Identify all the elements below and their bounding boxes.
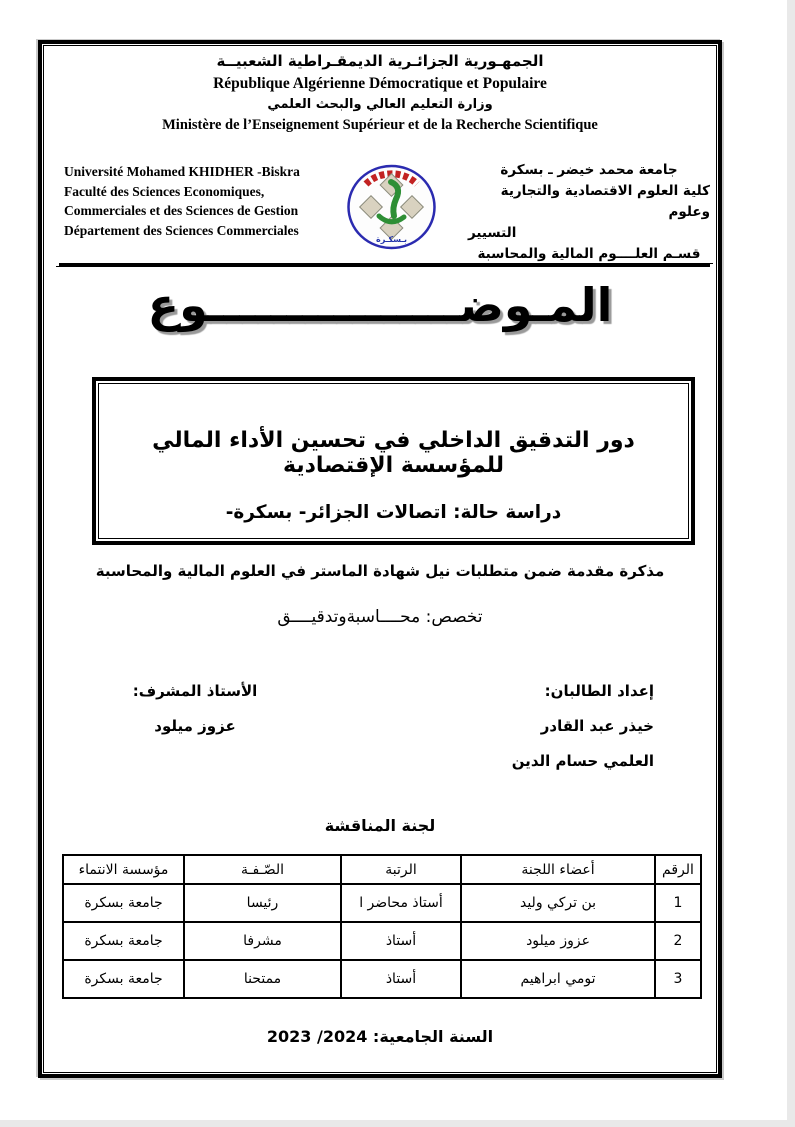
- student-name-2: العلمي حسام الدين: [511, 752, 654, 770]
- university-info-arabic: [468, 160, 710, 265]
- specialty-line: تخصص: محــــاسبةوتدقيــــق: [277, 607, 483, 627]
- faculty-name-arabic-1: كلية العلوم الاقتصادية والتجارية وعلوم: [500, 182, 710, 220]
- row1-institution: جامعة بسكرة: [63, 884, 184, 922]
- university-logo: [344, 162, 439, 252]
- committee-row-3: [63, 960, 701, 998]
- committee-heading: لجنة المناقشة: [324, 816, 436, 835]
- thesis-case-study-subtitle: دراسة حالة: اتصالات الجزائر- بسكرة-: [225, 502, 562, 523]
- ministry-name-french: Ministère de l’Enseignement Supérieur et de la Recherche Scientifique: [162, 117, 598, 133]
- row1-rank: أستاذ محاضر ا: [341, 884, 461, 922]
- column-header-number: الرقم: [655, 855, 701, 884]
- committee-header-row: [63, 855, 701, 884]
- column-header-institution: مؤسسة الانتماء: [63, 855, 184, 884]
- faculty-name-arabic-2: التسيير: [468, 224, 517, 241]
- row3-number: 3: [655, 960, 701, 998]
- faculty-name-french-1: Faculté des Sciences Economiques,: [64, 183, 265, 199]
- committee-table: [62, 854, 702, 999]
- republic-name-arabic: الجمهـورية الجزائـرية الديمقـراطية الشعبيــة: [216, 52, 544, 70]
- thesis-title-box: [92, 377, 695, 545]
- department-name-french: Département des Sciences Commerciales: [64, 222, 299, 238]
- row3-member-name: تومي ابراهيم: [461, 960, 655, 998]
- committee-row-2: [63, 922, 701, 960]
- row3-role: ممتحنا: [184, 960, 341, 998]
- republic-header: [42, 52, 718, 134]
- svg-text:بـسكـرة: بـسكـرة: [376, 235, 407, 244]
- university-name-arabic: جامعة محمد خيضر ـ بسكرة: [500, 162, 678, 178]
- students-label: إعداد الطالبان:: [544, 682, 654, 700]
- row1-member-name: بن تركي وليد: [461, 884, 655, 922]
- row3-institution: جامعة بسكرة: [63, 960, 184, 998]
- row2-role: مشرفا: [184, 922, 341, 960]
- supervisor-label: الأستاذ المشرف:: [132, 682, 258, 700]
- committee-row-1: [63, 884, 701, 922]
- row3-rank: أستاذ: [341, 960, 461, 998]
- column-header-rank: الرتبة: [341, 855, 461, 884]
- subject-divider-rule: [56, 263, 713, 267]
- department-name-arabic: قسـم العلــــوم المالية والمحاسبة: [477, 245, 701, 262]
- university-logo-icon: [344, 162, 439, 252]
- column-header-members: أعضاء اللجنة: [461, 855, 655, 884]
- row1-role: رئيسا: [184, 884, 341, 922]
- supervisor-block: [120, 682, 270, 752]
- student-name-1: خيذر عبد القادر: [540, 717, 654, 735]
- students-block: [504, 682, 654, 787]
- faculty-name-french-2: Commerciales et des Sciences de Gestion: [64, 203, 299, 219]
- university-name-french: Université Mohamed KHIDHER -Biskra: [64, 164, 300, 179]
- memo-requirement-note: مذكرة مقدمة ضمن متطلبات نيل شهادة الماستر في العلوم المالية والمحاسبة: [95, 562, 665, 580]
- thesis-title: دور التدقيق الداخلي في تحسين الأداء المالي للمؤسسة الإقتصادية: [152, 428, 635, 478]
- thesis-title-box-inner-line: [98, 383, 689, 539]
- page-content: [42, 44, 718, 1074]
- supervisor-name: عزوز ميلود: [154, 717, 236, 735]
- row2-member-name: عزوز ميلود: [461, 922, 655, 960]
- row2-rank: أستاذ: [341, 922, 461, 960]
- university-info-french: [64, 162, 354, 240]
- page-edge-shadow-right: [787, 0, 795, 1127]
- row1-number: 1: [655, 884, 701, 922]
- subject-banner: المـوضــــــــــــــــوع: [147, 278, 613, 332]
- ministry-name-arabic: وزارة التعليم العالي والبحث العلمي: [267, 97, 493, 112]
- column-header-role: الصّـفـة: [184, 855, 341, 884]
- republic-name-french: République Algérienne Démocratique et Populaire: [213, 75, 547, 92]
- academic-year: السنة الجامعية: 2024/ 2023: [266, 1027, 494, 1046]
- row2-institution: جامعة بسكرة: [63, 922, 184, 960]
- page-edge-shadow-bottom: [0, 1120, 795, 1127]
- row2-number: 2: [655, 922, 701, 960]
- page-border-frame: [38, 40, 722, 1078]
